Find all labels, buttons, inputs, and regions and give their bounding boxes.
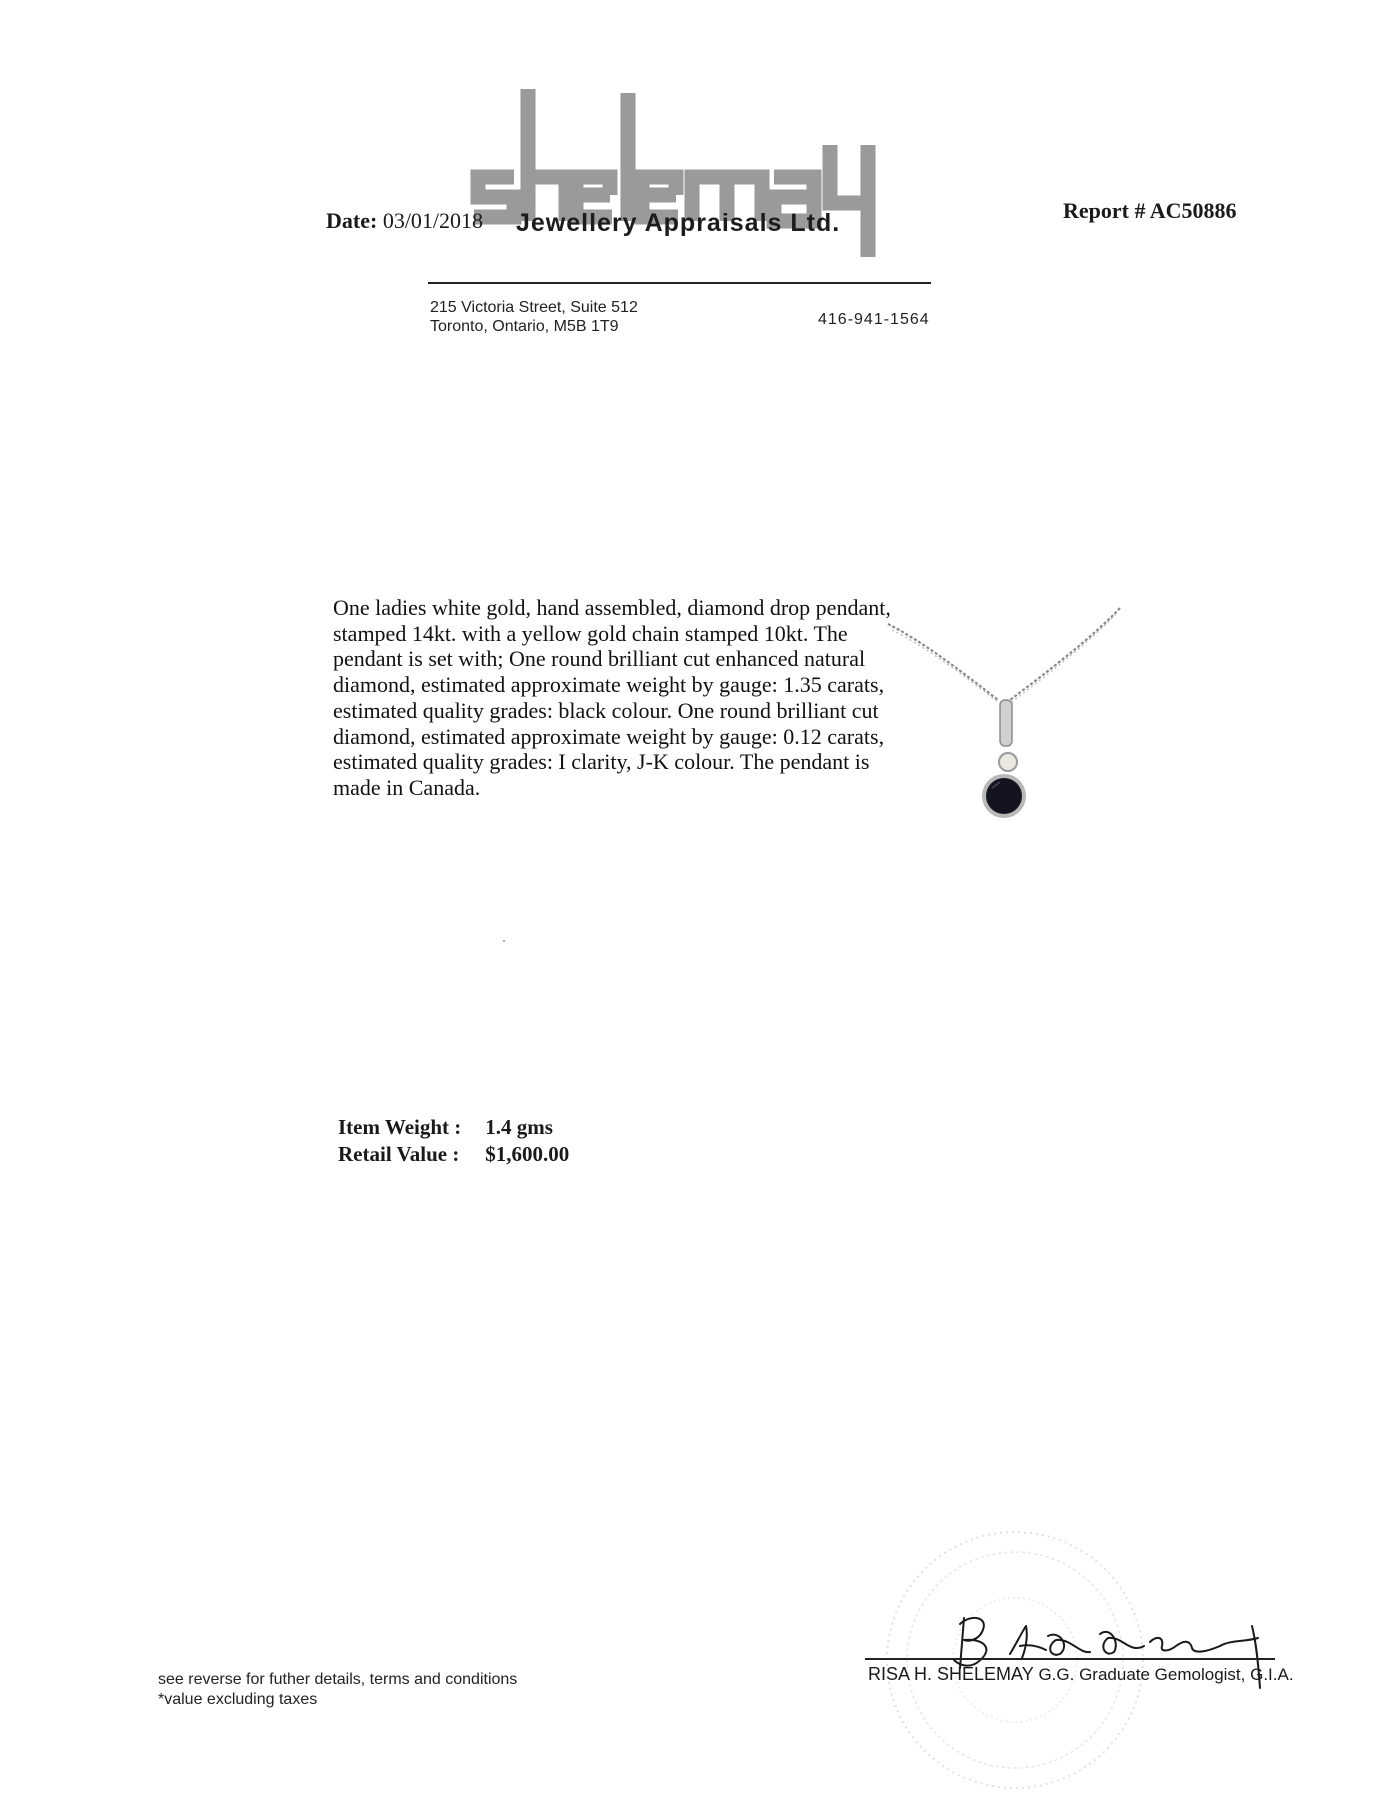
pendant-photo: [880, 600, 1130, 840]
company-phone: 416-941-1564: [818, 311, 930, 328]
description-text: One ladies white gold, hand assembled, diamond drop pendant, stamped 14kt. with a yellow gold chain stamped 10kt. The pendant is set with; One round brilliant cut enhanced natural diamond, estimated approximate weight by gauge: 1.35 carats, estimated quality grades: black colour. One round brilliant cut diamond, estimated approximate weight by gauge: 0.12 carats, estimated quality grades: I clarity, J-K colour. The pendant is made in Canada.: [333, 595, 891, 800]
header-divider: [428, 282, 931, 284]
item-specs: [338, 1114, 569, 1168]
signature-line: [865, 1658, 1275, 1660]
signer-credit: [868, 1664, 1294, 1685]
weight-row: [338, 1114, 569, 1141]
report-value: AC50886: [1149, 198, 1237, 223]
footer-notes: [158, 1670, 517, 1710]
address-line-2: Toronto, Ontario, M5B 1T9: [430, 318, 619, 335]
weight-label: Item Weight :: [338, 1115, 462, 1139]
address-line-1: 215 Victoria Street, Suite 512: [430, 299, 638, 316]
weight-value: 1.4 gms: [485, 1115, 553, 1139]
date-value: 03/01/2018: [382, 208, 484, 233]
company-logo: [470, 85, 890, 260]
date-label: Date:: [326, 208, 378, 233]
signer-name: RISA H. SHELEMAY: [868, 1664, 1034, 1684]
company-address: [430, 298, 638, 336]
report-label: Report #: [1063, 198, 1146, 223]
report-number: [1063, 198, 1237, 224]
footer-terms: see reverse for futher details, terms and conditions: [158, 1671, 518, 1688]
paper-speck: [503, 940, 505, 942]
retail-value-label: Retail Value :: [338, 1142, 460, 1166]
appraisal-date: [326, 208, 483, 234]
footer-tax-note: *value excluding taxes: [158, 1691, 318, 1708]
company-subtitle: Jewellery Appraisals Ltd.: [516, 209, 841, 237]
retail-value: $1,600.00: [485, 1142, 570, 1166]
retail-value-row: [338, 1141, 569, 1168]
signer-title: G.G. Graduate Gemologist, G.I.A.: [1038, 1665, 1294, 1684]
item-description: [333, 595, 893, 801]
